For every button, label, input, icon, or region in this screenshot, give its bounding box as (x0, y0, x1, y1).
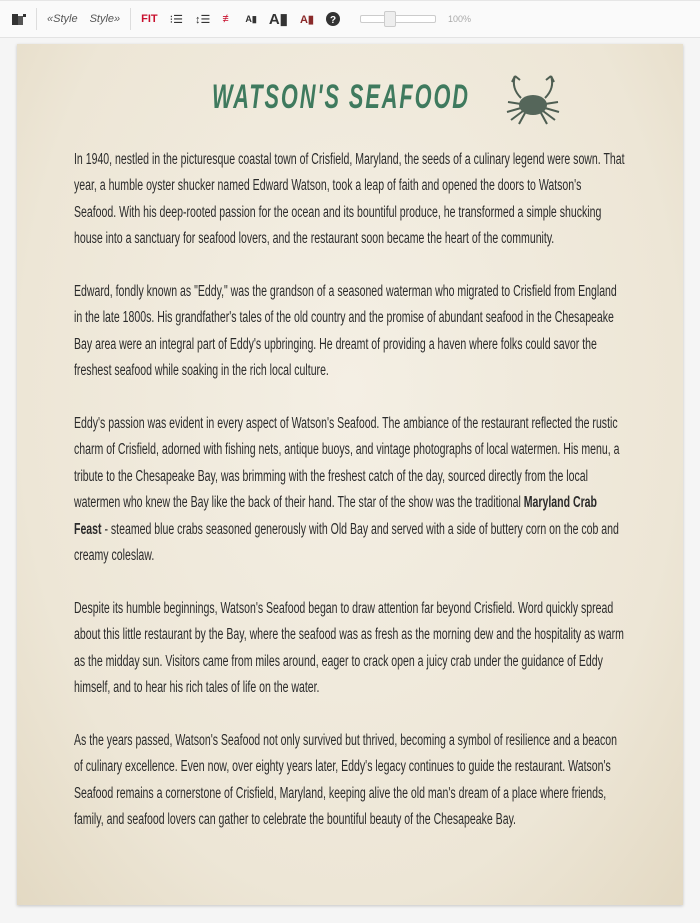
paragraph: Despite its humble beginnings, Watson's Seafood began to draw attention far beyond Crisfield. Word quickly spread about this little restaurant by the Bay, where the seafood was as fresh as the morning dew and the hospitality as warm as the midday sun. Visitors came from miles around, eager to crack open a juicy crab under the guidance of Eddy himself, and to hear his rich tales of life on the water. (74, 599, 624, 697)
zoom-level: 100% (447, 14, 471, 24)
paragraph: In 1940, nestled in the picturesque coastal town of Crisfield, Maryland, the seeds of a culinary legend were sown. That year, a humble oyster shucker named Edward Watson, took a leap of faith and opened the doors to Watson's Seafood. With his deep-rooted passion for the ocean and its bountiful produce, he transformed a simple shucking house into a sanctuary for seafood lovers, and the restaurant soon became the heart of the community. (74, 151, 625, 248)
paragraph: As the years passed, Watson's Seafood not only survived but thrived, becoming a symbol of resilience and a beacon of culinary excellence. Even now, over eighty years later, Eddy's legacy continues to guide the restaurant. Watson's Seafood remains a cornerstone of Crisfield, Maryland, keeping alive the old man's dream of a place where friends, family, and seafood lovers can gather to celebrate the bountiful beauty of the Chesapeake Bay. (74, 731, 617, 829)
paragraph-spacing-icon[interactable]: ⁝☰ (169, 13, 184, 26)
zoom-slider[interactable] (360, 15, 436, 23)
previous-style-button[interactable]: «Style (47, 13, 78, 25)
paragraph: Edward, fondly known as "Eddy," was the grandson of a seasoned waterman who migrated to Crisfield from England in the late 1800s. His grandfather's tales of the old country and the promise of abundant seafood in the Chesapeake Bay area were an integral part of Eddy's upbringing. He dreamt of providing a haven where folks could savor the freshest seafood while soaking in the rich local culture. (74, 283, 617, 380)
paragraph (74, 411, 626, 569)
paragraph-text: Eddy's passion was evident in every aspect of Watson's Seafood. The ambiance of the restaurant reflected the rustic charm of Crisfield, adorned with fishing nets, antique buoys, and vintage photographs of local watermen. His menu, a tribute to the Chesapeake Bay, was brimming with the freshest catch of the day, sourced directly from the local watermen who knew the Bay like the back of their hand. The star of the show was the traditional (74, 415, 620, 512)
justify-toggle-icon[interactable]: ≢ (222, 13, 234, 25)
highlight-crab-feast: Maryland Crab Feast (74, 494, 597, 538)
document-body (74, 147, 626, 860)
zoom-slider-thumb[interactable] (384, 11, 396, 27)
divider (36, 8, 37, 30)
font-smaller-icon[interactable]: A▮ (245, 13, 257, 24)
line-spacing-icon[interactable]: ↕☰ (195, 13, 211, 26)
fit-button[interactable]: FIT (141, 13, 158, 25)
book-icon[interactable] (12, 8, 26, 30)
crab-icon (503, 68, 563, 128)
help-icon[interactable] (326, 8, 340, 30)
svg-text:?: ? (329, 15, 336, 26)
document-title: WATSON'S SEAFOOD (212, 78, 470, 116)
divider (130, 8, 131, 30)
font-larger-icon[interactable]: A▮ (268, 11, 288, 28)
toolbar (0, 0, 700, 38)
paragraph-text: - steamed blue crabs seasoned generously with Old Bay and served with a side of buttery corn on the cob and creamy coleslaw. (74, 520, 619, 565)
next-style-button[interactable]: Style» (89, 13, 121, 25)
document-page (17, 44, 683, 905)
font-reset-icon[interactable]: A▮ (299, 13, 314, 26)
